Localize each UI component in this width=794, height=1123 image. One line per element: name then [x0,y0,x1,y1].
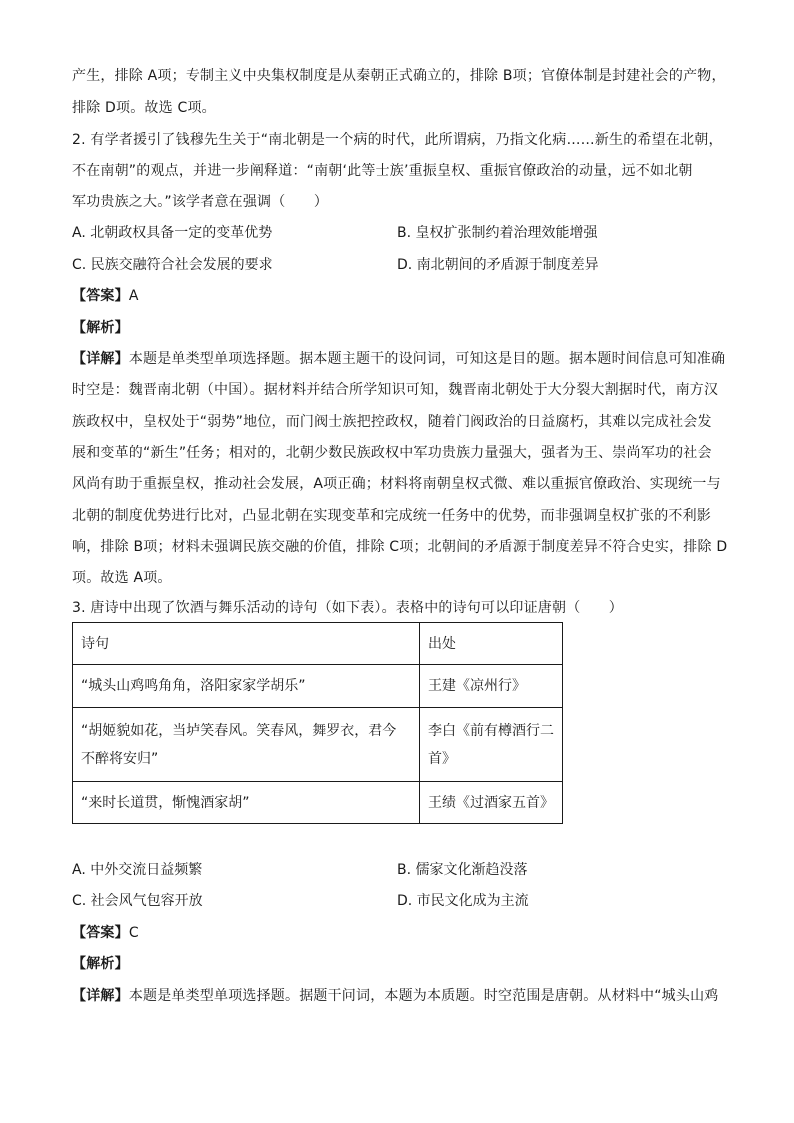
header-source: 出处 [420,623,563,665]
q3-answer [72,925,724,941]
source-cell [420,665,563,708]
source-text: 首》 [428,750,456,767]
q2-option-c: C. 民族交融符合社会发展的要求 [72,257,273,273]
verse-text: 不醉将安归” [81,750,159,767]
q2-detail-line-5: 风尚有助于重振皇权，推动社会发展，A项正确；材料将南朝皇权式微、难以重振官僚政治、实现统一与 [72,476,721,492]
q2-detail-line-1 [72,351,724,367]
q3-analysis-label-text: 【解析】 [72,956,129,972]
q2-answer-value: A [128,288,139,304]
q2-detail-line-2: 时空是：魏晋南北朝（中国）。据材料并结合所学知识可知，魏晋南北朝处于大分裂大割据时代，南方汉 [72,382,719,398]
verse-cell [73,782,420,824]
verse-text: “来时长道贯，惭愧酒家胡” [81,794,250,811]
verse-text: “胡姬貌如花，当垆笑春风。笑春风，舞罗衣，君今 [81,722,397,739]
q2-detail-line-3: 族政权中，皇权处于“弱势”地位，而门阀士族把控政权，随着门阀政治的日益腐朽，其难以完成社会发 [72,414,712,430]
table-header-row [73,623,563,665]
q2-detail-text-1: 本题是单类型单项选择题。据本题主题干的设问词，可知这是目的题。据本题时间信息可知准确 [128,351,726,367]
q2-detail-line-4: 展和变革的“新生”任务；相对的，北朝少数民族政权中军功贵族力量强大，强者为王、崇尚军功的社会 [72,445,712,461]
q2-stem-line-2: 不在南朝”的观点，并进一步阐释道：“南朝‘此等士族’重振皇权、重振官僚政治的动量，远不如北朝 [72,163,693,179]
q3-stem: 3. 唐诗中出现了饮酒与舞乐活动的诗句（如下表）。表格中的诗句可以印证唐朝（ ） [72,600,624,616]
q2-stem-line-1: 2. 有学者援引了钱穆先生关于“南北朝是一个病的时代，此所谓病，乃指文化病……新生的希望在北朝， [72,132,723,148]
q2-detail-label: 【详解】 [72,351,129,367]
poem-table [72,622,563,824]
source-cell [420,782,563,824]
q3-analysis-label [72,956,724,972]
header-verse: 诗句 [73,623,420,665]
source-cell [420,708,563,782]
q2-detail-line-8: 项。故选 A项。 [72,570,172,586]
q3-option-c: C. 社会风气包容开放 [72,893,203,909]
q2-option-b: B. 皇权扩张制约着治理效能增强 [397,225,598,241]
verse-text: “城头山鸡鸣角角，洛阳家家学胡乐” [81,678,306,694]
q2-option-a: A. 北朝政权具备一定的变革优势 [72,225,273,241]
q3-option-d: D. 市民文化成为主流 [397,893,529,909]
q3-option-a: A. 中外交流日益频繁 [72,862,203,878]
q2-detail-line-7: 响，排除 B项；材料未强调民族交融的价值，排除 C项；北朝间的矛盾源于制度差异不符合史实，排除 D [72,539,728,555]
q2-stem-line-3: 军功贵族之大。”该学者意在强调（ ） [72,194,329,210]
q2-answer [72,288,724,304]
source-text: 李白《前有樽酒行二 [428,722,554,739]
source-text: 王建《凉州行》 [428,678,526,694]
q2-option-d: D. 南北朝间的矛盾源于制度差异 [397,257,599,273]
table-row [73,708,563,782]
q2-analysis-label-text: 【解析】 [72,320,129,336]
q2-answer-label: 【答案】 [72,288,129,304]
q3-detail-line-1 [72,988,724,1004]
verse-cell [73,665,420,708]
q3-option-b: B. 儒家文化渐趋没落 [397,862,528,878]
verse-cell [73,708,420,782]
q3-detail-text-1: 本题是单类型单项选择题。据题干问词，本题为本质题。时空范围是唐朝。从材料中“城头山鸡 [128,988,719,1004]
table-row [73,665,563,708]
q2-detail-line-6: 北朝的制度优势进行比对，凸显北朝在实现变革和完成统一任务中的优势，而非强调皇权扩张的不利影 [72,508,711,524]
q3-answer-label: 【答案】 [72,925,129,941]
table-row [73,782,563,824]
intro-line-2: 排除 D项。故选 C项。 [72,100,216,116]
q2-analysis-label [72,320,724,336]
source-text: 王绩《过酒家五首》 [428,794,554,811]
intro-line-1: 产生，排除 A项；专制主义中央集权制度是从秦朝正式确立的，排除 B项；官僚体制是封建社会的产物， [72,68,726,84]
q3-answer-value: C [128,925,139,941]
q3-detail-label: 【详解】 [72,988,129,1004]
